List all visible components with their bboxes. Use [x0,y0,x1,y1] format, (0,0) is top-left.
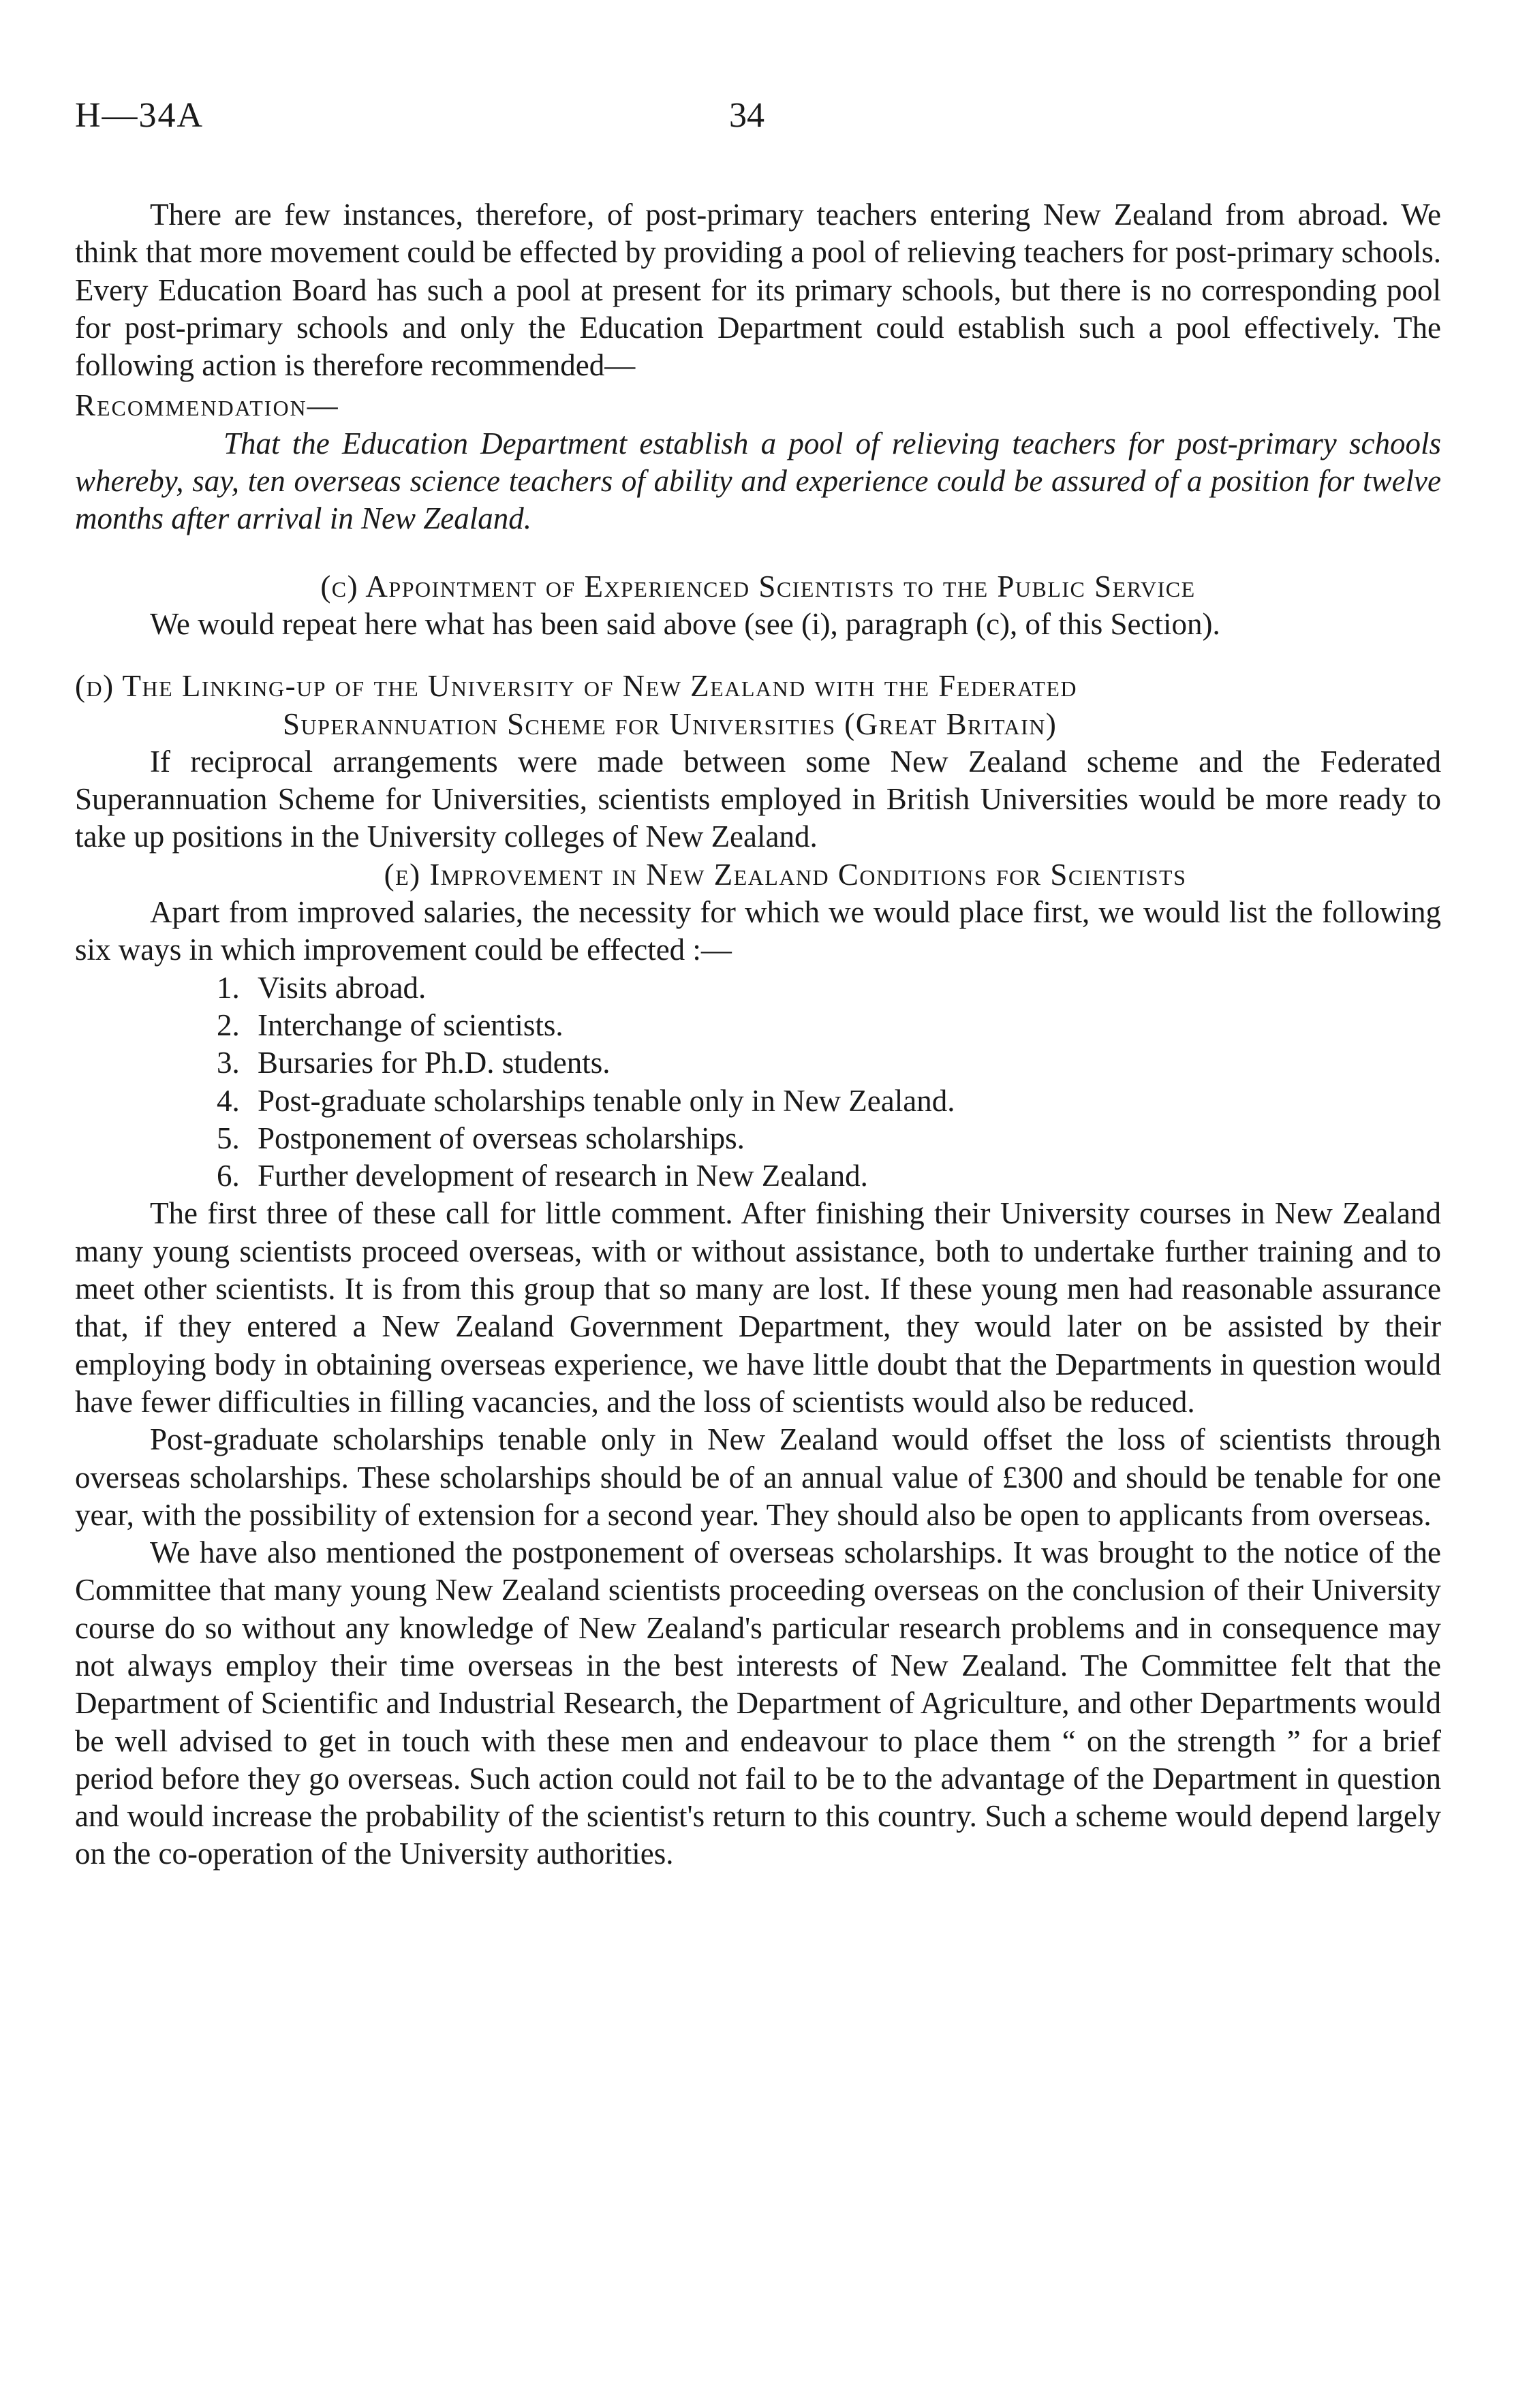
list-item: 2. Interchange of scientists. [217,1007,563,1042]
section-e-text: Apart from improved salaries, the necessity for which we would place first, we would list the following six ways in which improvement could be effected :— [75,895,1441,967]
page-number: 34 [729,96,764,135]
section-c-heading: (c) Appointment of Experienced Scientists to the Public Service [320,569,1196,604]
improvement-list [75,969,1441,1195]
section-d-text: If reciprocal arrangements were made between some New Zealand scheme and the Federated Superannuation Scheme for Universities, scientists employed in British Universities would be more ready to take up positions in the University colleges of New Zealand. [75,744,1441,854]
recommendation-text: That the Education Department establish a pool of relieving teachers for post-primary schools whereby, say, ten overseas science teachers of ability and experience could be assured of a position for twelve months after arrival in New Zealand. [75,426,1441,536]
section-e-heading: (e) Improvement in New Zealand Conditions for Scientists [384,857,1187,892]
paragraph-postgraduate: Post-graduate scholarships tenable only in New Zealand would offset the loss of scientists through overseas scholarships. These scholarships should be of an annual value of £300 and should be tenable for one year, with the possibility of extension for a second year. They should also be open to applicants from overseas. [75,1422,1441,1532]
list-item: 3. Bursaries for Ph.D. students. [217,1046,611,1080]
paragraph-first-three: The first three of these call for little comment. After finishing their University courses in New Zealand many young scientists proceed overseas, with or without assistance, both to undertake further training and to meet other scientists. It is from this group that so many are lost. If these young men had reasonable assurance that, if they entered a New Zealand Government Department, they would later on be assisted by their employing body in obtaining overseas experience, we have little doubt that the Departments in question would have fewer difficulties in filling vacancies, and the loss of scientists would also be reduced. [75,1196,1441,1419]
list-item: 6. Further development of research in New Zealand. [217,1159,868,1193]
list-item: 4. Post-graduate scholarships tenable only in New Zealand. [217,1083,955,1118]
section-c-text: We would repeat here what has been said above (see (i), paragraph (c), of this Section). [150,606,1220,641]
list-item: 1. Visits abroad. [217,970,427,1005]
paragraph-postponement: We have also mentioned the postponement of overseas scholarships. It was brought to the notice of the Committee that many young New Zealand scientists proceeding overseas on the conclusion of their University course do so without any knowledge of New Zealand's particular research problems and in consequence may not always employ their time overseas in the best interests of New Zealand. The Committee felt that the Department of Scientific and Industrial Research, the Department of Agriculture, and other Departments would be well advised to get in touch with these men and endeavour to place them “ on the strength ” for a brief period before they go overseas. Such action could not fail to be to the advantage of the Department in question and would increase the probability of the scientist's return to this country. Such a scheme would depend largely on the co-operation of the University authorities. [75,1535,1441,1871]
recommendation-label: Recommendation— [75,388,339,423]
list-item: 5. Postponement of overseas scholarships. [217,1121,745,1155]
document-body [75,196,1441,1873]
page-header [75,95,1454,150]
document-code: H—34A [75,96,204,135]
section-d-heading-line2: Superannuation Scheme for Universities (Great Britain) [283,706,1057,741]
section-d-heading-line1: (d) The Linking-up of the University of New Zealand with the Federated [75,669,1078,704]
paragraph-pool-of-teachers: There are few instances, therefore, of post-primary teachers entering New Zealand from abroad. We think that more movement could be effected by providing a pool of relieving teachers for post-primary schools. Every Education Board has such a pool at present for its primary schools, but there is no corresponding pool for post-primary schools and only the Education Department could establish such a pool effectively. The following action is therefore recommended— [75,198,1441,383]
